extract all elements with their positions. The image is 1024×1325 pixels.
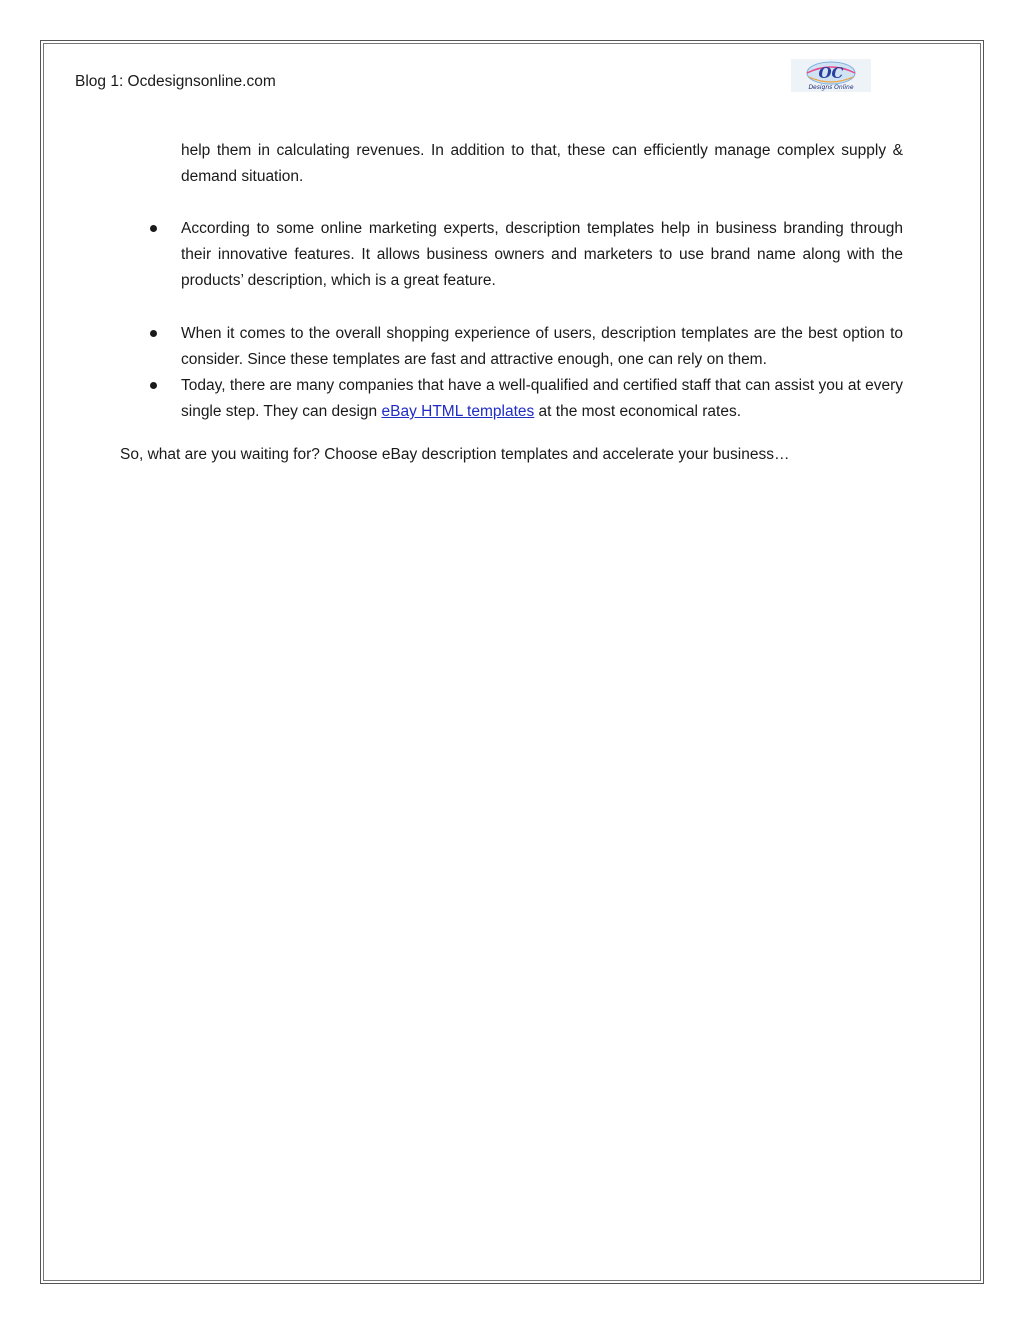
bullet-icon bbox=[148, 330, 160, 342]
header-title: Blog 1: Ocdesignsonline.com bbox=[75, 73, 276, 90]
bullet-item-3 bbox=[181, 373, 903, 425]
bullet-item-1: According to some online marketing experts, description templates help in business branding through their innovative features. It allows business owners and marketers to use brand name along with the products’ description, which is a great feature. bbox=[181, 220, 903, 289]
ocdesigns-logo bbox=[791, 59, 871, 92]
bullet-icon bbox=[148, 225, 160, 237]
bullet-item-3-text-before: Today, there are many companies that have a well-qualified and certified staff that can assist you at every single step. They can design bbox=[181, 377, 903, 420]
bullet-item-3-text-after: at the most economical rates. bbox=[534, 403, 742, 420]
bullet-item-2: When it comes to the overall shopping experience of users, description templates are the best option to consider. Since these templates are fast and attractive enough, one can rely on them. bbox=[181, 325, 903, 368]
ebay-html-templates-link[interactable]: eBay HTML templates bbox=[381, 403, 535, 420]
logo-mark-text: OC bbox=[818, 64, 844, 82]
bullet-icon bbox=[148, 382, 160, 394]
continuation-paragraph: help them in calculating revenues. In addition to that, these can efficiently manage complex supply & demand situation. bbox=[181, 142, 903, 185]
logo-sub-text: Designs Online bbox=[808, 84, 854, 91]
closing-paragraph: So, what are you waiting for? Choose eBay description templates and accelerate your business… bbox=[120, 446, 790, 463]
